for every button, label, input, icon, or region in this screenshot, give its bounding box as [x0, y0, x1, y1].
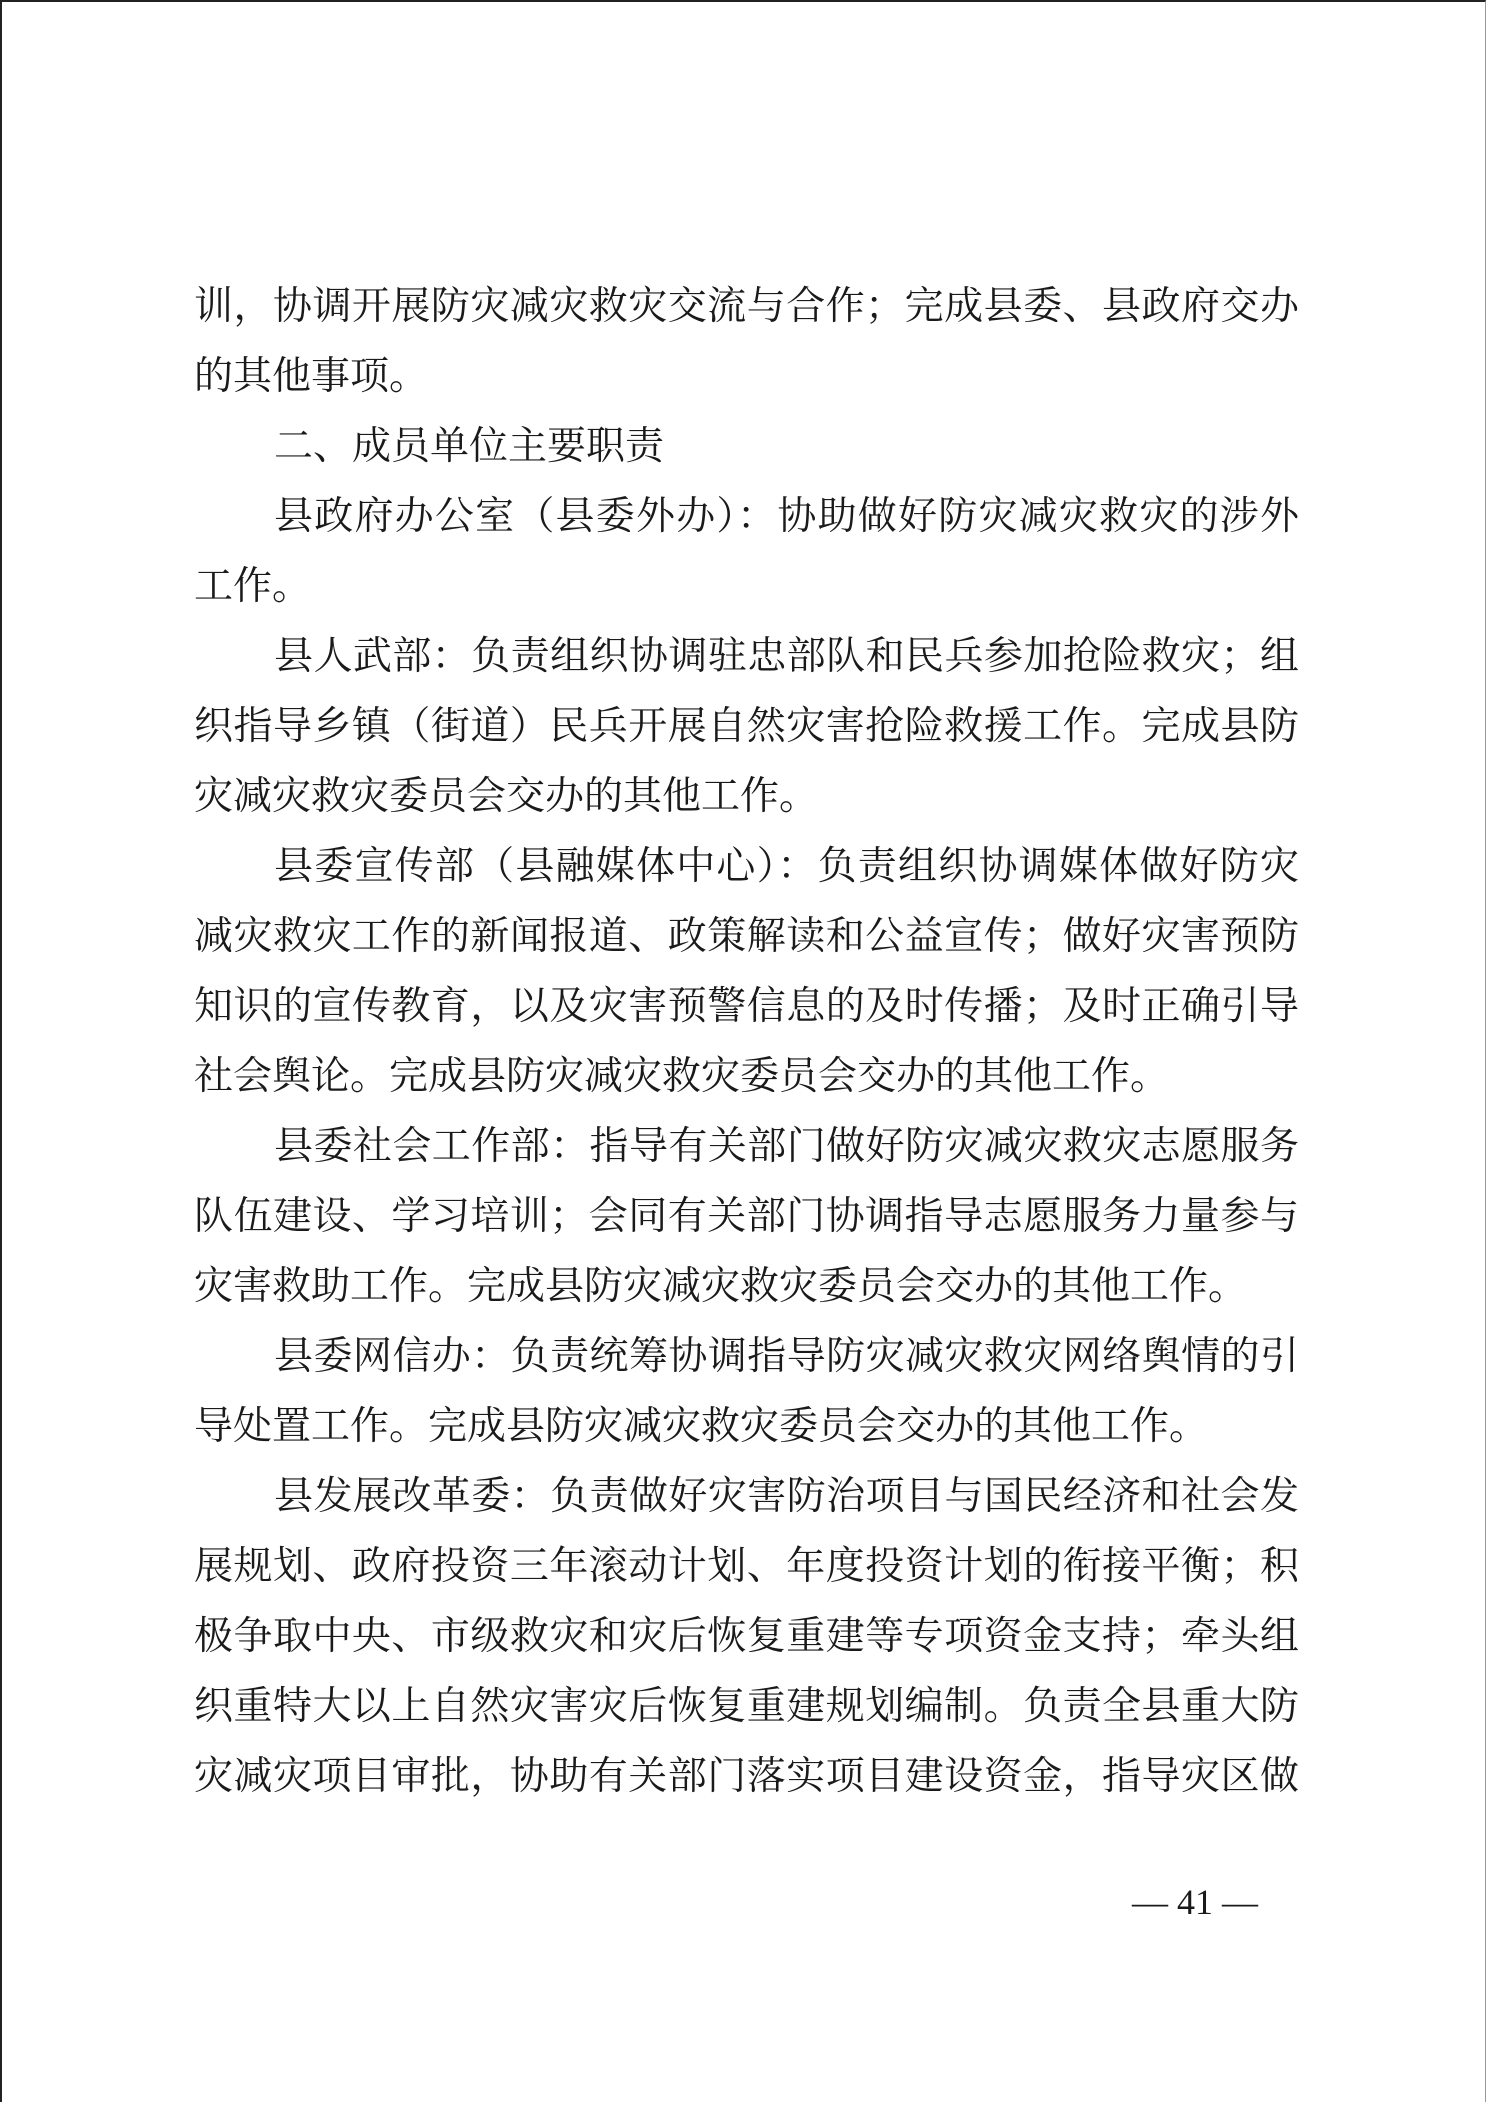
text-line: 县政府办公室（县委外办）：协助做好防灾减灾救灾的涉外	[274, 494, 1299, 539]
text-line: 县发展改革委：负责做好灾害防治项目与国民经济和社会发	[274, 1474, 1299, 1519]
text-line: 织重特大以上自然灾害灾后恢复重建规划编制。负责全县重大防	[194, 1684, 1299, 1729]
text-line: 县委社会工作部：指导有关部门做好防灾减灾救灾志愿服务	[274, 1124, 1299, 1169]
page-number: — 41 —	[1132, 1882, 1258, 1922]
text-line: 知识的宣传教育，以及灾害预警信息的及时传播；及时正确引导	[194, 984, 1299, 1029]
text-line: 灾减灾项目审批，协助有关部门落实项目建设资金，指导灾区做	[194, 1754, 1299, 1799]
text-line: 训，协调开展防灾减灾救灾交流与合作；完成县委、县政府交办	[194, 284, 1299, 329]
text-line: 减灾救灾工作的新闻报道、政策解读和公益宣传；做好灾害预防	[194, 914, 1299, 959]
text-line: 县委宣传部（县融媒体中心）：负责组织协调媒体做好防灾	[274, 844, 1299, 889]
text-line: 展规划、政府投资三年滚动计划、年度投资计划的衔接平衡；积	[194, 1544, 1299, 1589]
text-line: 工作。	[194, 564, 312, 609]
text-line: 极争取中央、市级救灾和灾后恢复重建等专项资金支持；牵头组	[194, 1614, 1299, 1659]
text-line: 县委网信办：负责统筹协调指导防灾减灾救灾网络舆情的引	[274, 1334, 1299, 1379]
text-line: 队伍建设、学习培训；会同有关部门协调指导志愿服务力量参与	[194, 1194, 1299, 1239]
text-line: 的其他事项。	[194, 354, 429, 399]
text-line: 社会舆论。完成县防灾减灾救灾委员会交办的其他工作。	[194, 1054, 1170, 1099]
text-line: 导处置工作。完成县防灾减灾救灾委员会交办的其他工作。	[194, 1404, 1209, 1449]
section-heading: 二、成员单位主要职责	[274, 424, 665, 469]
document-body	[194, 272, 1299, 1812]
text-line: 灾减灾救灾委员会交办的其他工作。	[194, 774, 819, 819]
text-line: 灾害救助工作。完成县防灾减灾救灾委员会交办的其他工作。	[194, 1264, 1248, 1309]
text-line: 县人武部：负责组织协调驻忠部队和民兵参加抢险救灾；组	[274, 634, 1299, 679]
text-line: 织指导乡镇（街道）民兵开展自然灾害抢险救援工作。完成县防	[194, 704, 1299, 749]
